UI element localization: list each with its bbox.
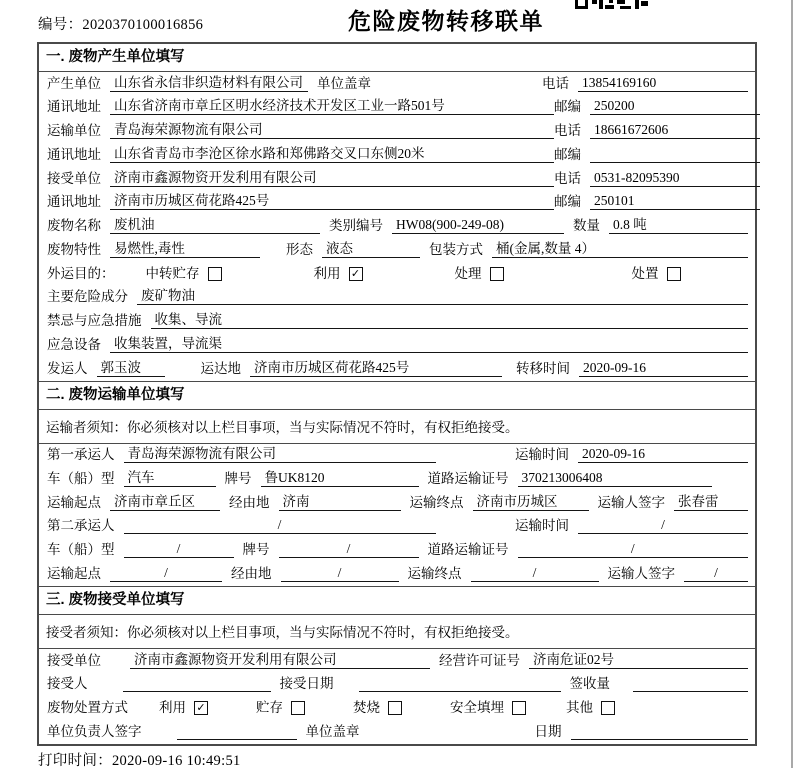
transfer-time-label: 转移时间 [516,360,570,376]
vehicle1-value: 汽车 [124,466,216,487]
received-qty-label: 签收量 [569,676,610,692]
transport-time-label: 运输时间 [515,447,569,463]
origin1-value: 济南市章丘区 [110,490,220,511]
receiver-label: 接受单位 [47,170,101,186]
via1-value: 济南 [279,490,401,511]
carrier2-row [39,515,755,539]
carrier1-value: 青岛海荣源物流有限公司 [124,442,436,463]
producer-address-row [39,96,755,120]
receiver-zip-value: 250101 [590,193,760,210]
emergency-equipment-row [39,333,755,357]
responsible-sign-value [177,724,297,740]
disposal-option-incineration: 焚烧 [353,696,402,716]
via-label: 经由地 [229,494,270,510]
route1-row [39,491,755,515]
producer-row [39,72,755,96]
accepting-unit-label: 接受单位 [47,652,101,668]
vehicle-type-label: 车（船）型 [47,542,115,558]
accepting-unit-value: 济南市鑫源物资开发利用有限公司 [130,648,430,669]
transporter-address-value: 山东省青岛市李沧区徐水路和郑佛路交叉口东侧20米 [110,142,554,163]
print-time-value: 2020-09-16 10:49:51 [112,753,241,768]
purpose-option-transfer-storage: 中转贮存 [146,262,222,282]
packaging-label: 包装方式 [429,241,483,257]
taboo-measures-row [39,309,755,333]
traits-value: 易燃性,毒性 [110,237,260,258]
purpose-option-reuse: 利用 ✓ [314,262,363,282]
producer-address-value: 山东省济南市章丘区明水经济技术开发区工业一路501号 [110,94,554,115]
end1-value: 济南市历城区 [473,490,589,511]
phone-label: 电话 [542,75,569,91]
transfer-time-value: 2020-09-16 [579,360,748,377]
packaging-value: 桶(金属,数量 4） [492,237,748,258]
waste-name-row [39,214,755,238]
receiver-address-row [39,191,755,215]
purpose-option-disposal: 处置 [632,262,681,282]
zip-label: 邮编 [554,146,581,162]
purpose-option-treatment: 处理 [455,262,504,282]
road-license-label: 道路运输证号 [427,542,509,558]
manifest-form [37,42,757,746]
checkbox-icon [512,701,526,715]
section1-header: 一. 废物产生单位填写 [39,44,755,72]
checkbox-icon [388,701,402,715]
doc-number [38,13,203,34]
checkbox-icon [208,267,222,281]
carrier2-value: / [124,517,436,534]
shipper-row [39,357,755,381]
form-value: 液态 [322,237,420,258]
receiver-address-value: 济南市历城区荷花路425号 [110,189,554,210]
equipment-label: 应急设备 [47,336,101,352]
section3-header: 三. 废物接受单位填写 [39,586,755,615]
plate2-value: / [279,541,419,558]
date-value [571,724,749,740]
purpose-label: 外运目的： [47,265,115,281]
disposal-method-row [39,696,755,720]
print-time-label: 打印时间： [38,753,112,768]
received-qty-value [633,676,748,692]
destination-label: 运达地 [200,360,241,376]
vehicle-type-label: 车（船）型 [47,471,115,487]
page-title: 危险废物转移联单 [348,8,544,34]
road-license-label: 道路运输证号 [427,471,509,487]
origin-label: 运输起点 [47,494,101,510]
transporter-phone-value: 18661672606 [590,122,760,139]
acceptor-value [123,676,271,692]
hazard-components-row [39,286,755,310]
shipper-value: 郭玉波 [97,356,165,377]
date-label: 日期 [534,723,562,739]
carrier-sign-label: 运输人签字 [607,565,675,581]
checkbox-icon [667,267,681,281]
vehicle2-row [39,538,755,562]
form-label: 形态 [286,241,313,257]
producer-value: 山东省永信非织造材料有限公司 [110,71,308,92]
accept-date-label: 接受日期 [279,676,334,692]
disposal-option-reuse: 利用 ✓ [159,696,208,716]
transporter-row [39,119,755,143]
transport-time1-value: 2020-09-16 [578,446,748,463]
print-time [38,749,241,768]
shipper-label: 发运人 [47,360,88,376]
acceptor-label: 接受人 [47,676,88,692]
waste-name-value: 废机油 [110,213,320,234]
producer-label: 产生单位 [47,75,101,91]
carrier1-row [39,444,755,468]
transporter-notice: 运输者须知：你必须核对以上栏目事项，当与实际情况不符时，有权拒绝接受。 [39,410,755,444]
via-label: 经由地 [231,565,272,581]
disposal-option-storage: 贮存 [256,696,305,716]
category-label: 类别编号 [329,218,383,234]
responsible-sign-row [39,720,755,744]
transporter-value: 青岛海荣源物流有限公司 [110,118,554,139]
transport-time2-value: / [578,517,748,534]
producer-phone-value: 13854169160 [578,75,748,92]
license1-value: 370213006408 [518,470,713,487]
origin-label: 运输起点 [47,565,101,581]
waste-traits-row [39,238,755,262]
address-label: 通讯地址 [47,146,101,162]
zip-label: 邮编 [554,99,581,115]
receiver-row [39,167,755,191]
carrier2-label: 第二承运人 [47,518,115,534]
responsible-sign-label: 单位负责人签字 [47,723,142,739]
receiver-notice: 接受者须知：你必须核对以上栏目事项，当与实际情况不符时，有权拒绝接受。 [39,615,755,649]
checkbox-icon [291,701,305,715]
doc-number-label: 编号： [38,17,83,33]
sign1-value: 张春雷 [674,490,748,511]
checkbox-checked-icon: ✓ [349,267,363,281]
address-label: 通讯地址 [47,99,101,115]
origin2-value: / [110,565,222,582]
section2-header: 二. 废物运输单位填写 [39,381,755,410]
qr-code-icon [575,0,651,11]
transport-time-label: 运输时间 [515,518,569,534]
end2-value: / [471,565,599,582]
carrier-sign-label: 运输人签字 [597,494,665,510]
license2-value: / [518,541,749,558]
quantity-value: 0.8 吨 [609,213,748,234]
equipment-value: 收集装置，导流渠 [110,332,748,353]
category-value: HW08(900-249-08) [392,217,564,234]
doc-number-value: 2020370100016856 [82,17,204,33]
vehicle2-value: / [124,541,234,558]
vehicle1-row [39,467,755,491]
carrier1-label: 第一承运人 [47,447,115,463]
traits-label: 废物特性 [47,241,101,257]
disposal-method-label: 废物处置方式 [47,700,128,716]
hazard-value: 废矿物油 [137,284,748,305]
quantity-label: 数量 [573,218,600,234]
transport-purpose-row [39,262,755,286]
checkbox-icon [490,267,504,281]
receiver-value: 济南市鑫源物资开发利用有限公司 [110,166,554,187]
accept-date-value [359,676,561,692]
phone-label: 电话 [554,123,581,139]
transporter-zip-value [590,147,760,163]
disposal-option-other: 其他 [566,696,615,716]
plate-label: 牌号 [224,471,252,487]
acceptor-row [39,673,755,697]
waste-name-label: 废物名称 [47,218,101,234]
checkbox-checked-icon: ✓ [194,701,208,715]
address-label: 通讯地址 [47,194,101,210]
via2-value: / [281,565,399,582]
checkbox-icon [601,701,615,715]
permit-label: 经营许可证号 [439,652,520,668]
receiver-phone-value: 0531-82095390 [590,170,760,187]
taboo-value: 收集、导流 [151,308,749,329]
transporter-label: 运输单位 [47,123,101,139]
end-label: 运输终点 [407,565,462,581]
taboo-label: 禁忌与应急措施 [47,313,142,329]
plate-label: 牌号 [242,542,270,558]
unit-seal-label: 单位盖章 [317,75,371,91]
page-edge-divider [791,0,793,768]
route2-row [39,562,755,586]
sign2-value: / [684,565,748,582]
unit-seal-label: 单位盖章 [305,723,360,739]
permit-value: 济南危证02号 [529,648,748,669]
transporter-address-row [39,143,755,167]
producer-zip-value: 250200 [590,98,760,115]
hazard-label: 主要危险成分 [47,289,128,305]
accepting-unit-row [39,649,755,673]
disposal-option-landfill: 安全填埋 [450,696,526,716]
plate1-value: 鲁UK8120 [261,466,419,487]
phone-label: 电话 [554,170,581,186]
destination-value: 济南市历城区荷花路425号 [250,356,502,377]
end-label: 运输终点 [409,494,464,510]
zip-label: 邮编 [554,194,581,210]
